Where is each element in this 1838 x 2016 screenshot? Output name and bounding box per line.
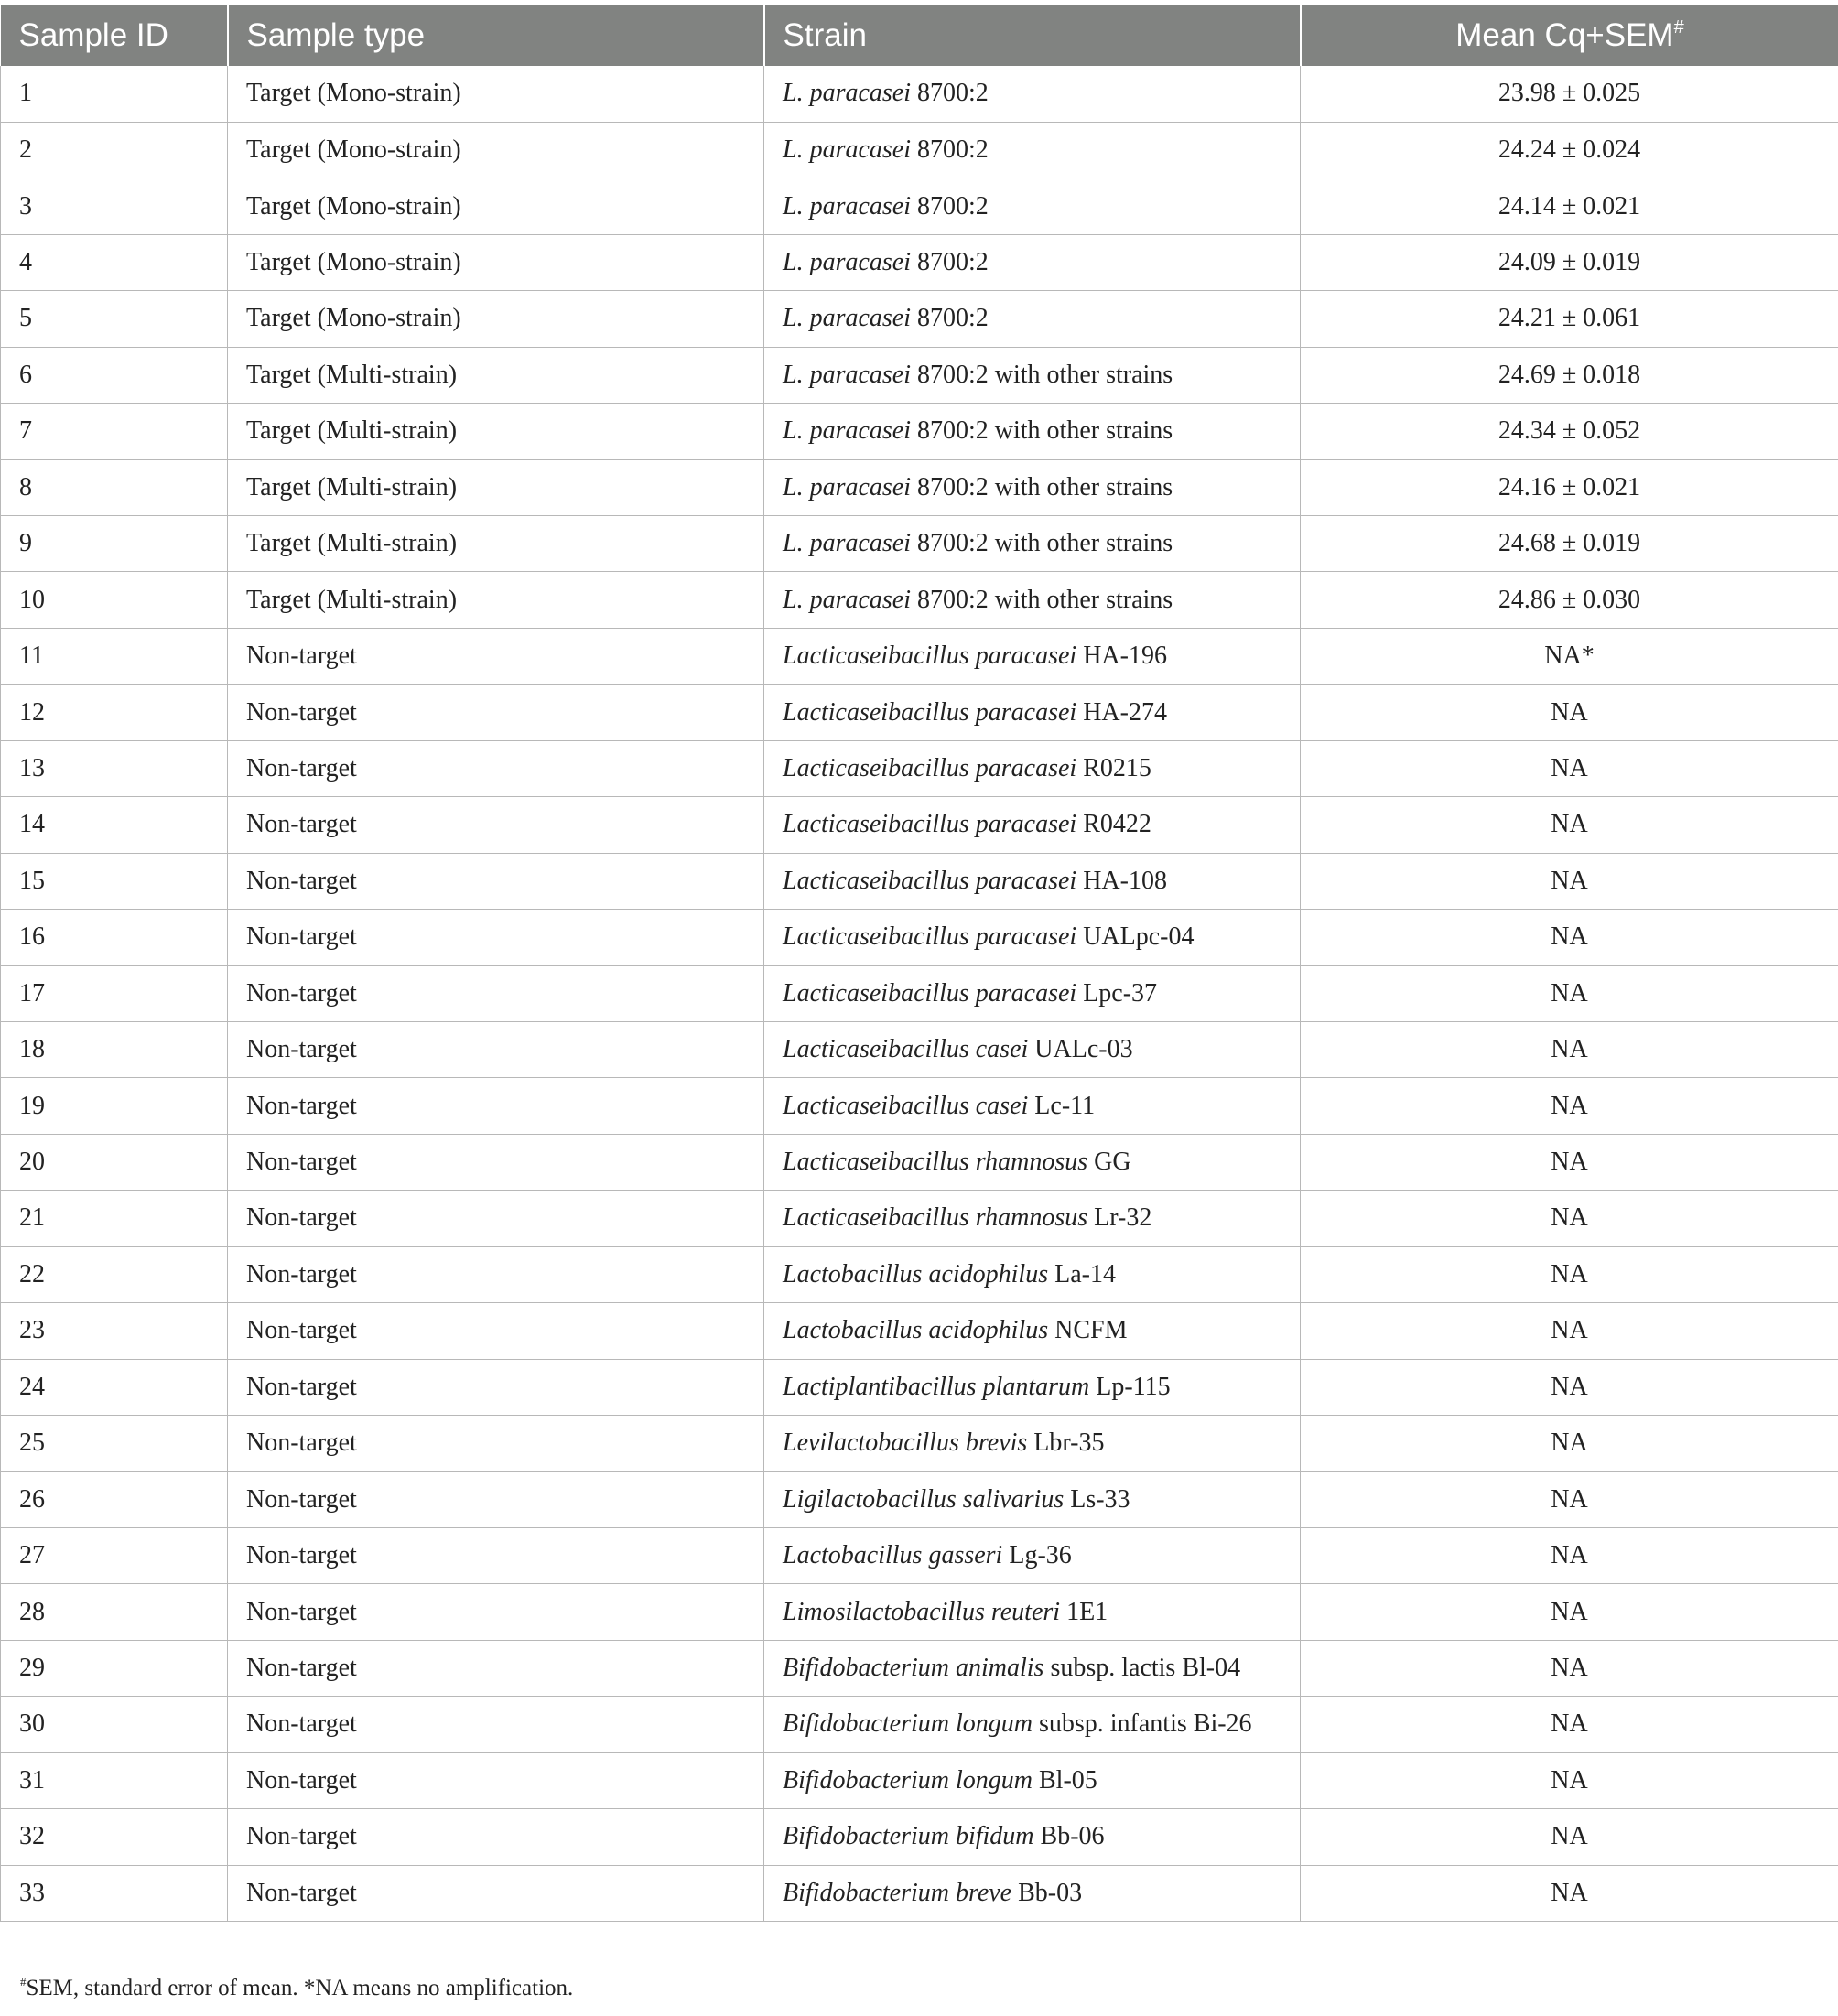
strain-species: Lacticaseibacillus paracasei — [783, 922, 1077, 952]
header-mean-sup: # — [1673, 16, 1684, 38]
strain-designation: Bb-06 — [1033, 1822, 1105, 1851]
cell-sample-type: Target (Mono-strain) — [228, 66, 764, 122]
cell-mean-cq: 24.21 ± 0.061 — [1301, 291, 1838, 347]
cell-sample-id: 2 — [1, 122, 228, 178]
strain-designation: La-14 — [1048, 1259, 1116, 1288]
cell-sample-id: 13 — [1, 740, 228, 796]
cell-mean-cq: 24.69 ± 0.018 — [1301, 347, 1838, 403]
cell-sample-id: 23 — [1, 1303, 228, 1359]
strain-designation: 8700:2 — [911, 79, 989, 108]
cell-sample-type: Non-target — [228, 1021, 764, 1077]
strain-designation: 8700:2 with other strains — [911, 416, 1173, 446]
cell-sample-id: 6 — [1, 347, 228, 403]
table-row — [1, 122, 1838, 178]
cell-mean-cq: 24.24 ± 0.024 — [1301, 122, 1838, 178]
table-row — [1, 797, 1838, 853]
cell-mean-cq: NA — [1301, 1191, 1838, 1246]
cell-mean-cq: NA — [1301, 1078, 1838, 1134]
cell-mean-cq: NA — [1301, 1640, 1838, 1696]
cell-sample-id: 3 — [1, 178, 228, 234]
table-row — [1, 178, 1838, 234]
strain-designation: 8700:2 — [911, 135, 989, 165]
strain-species: L. paracasei — [783, 585, 911, 614]
cell-sample-type: Non-target — [228, 1078, 764, 1134]
cell-sample-type: Non-target — [228, 1359, 764, 1415]
cell-sample-id: 25 — [1, 1416, 228, 1472]
cell-strain — [764, 797, 1301, 853]
cell-mean-cq: NA — [1301, 910, 1838, 965]
strain-species: L. paracasei — [783, 248, 911, 277]
table-row — [1, 1752, 1838, 1808]
table-row — [1, 1697, 1838, 1752]
cell-sample-id: 10 — [1, 572, 228, 628]
strain-species: L. paracasei — [783, 472, 911, 501]
cell-sample-type: Non-target — [228, 1134, 764, 1190]
strain-species: Lacticaseibacillus paracasei — [783, 810, 1077, 839]
strain-species: Lacticaseibacillus rhamnosus — [783, 1203, 1088, 1233]
cell-strain — [764, 1697, 1301, 1752]
cell-sample-type: Non-target — [228, 1527, 764, 1583]
cell-sample-id: 12 — [1, 685, 228, 740]
strain-designation: HA-274 — [1076, 697, 1167, 727]
cell-mean-cq: NA — [1301, 797, 1838, 853]
cell-sample-id: 29 — [1, 1640, 228, 1696]
strain-designation: UALpc-04 — [1076, 922, 1195, 952]
cell-mean-cq: NA — [1301, 1021, 1838, 1077]
table-row — [1, 1472, 1838, 1527]
strain-species: Limosilactobacillus reuteri — [783, 1597, 1061, 1626]
strain-species: L. paracasei — [783, 191, 911, 221]
table-row — [1, 1246, 1838, 1302]
cell-strain — [764, 347, 1301, 403]
table-row — [1, 1640, 1838, 1696]
cell-strain — [764, 1359, 1301, 1415]
strain-designation: 8700:2 — [911, 191, 989, 221]
header-strain: Strain — [764, 5, 1301, 66]
cell-strain — [764, 1416, 1301, 1472]
cell-sample-type: Target (Multi-strain) — [228, 347, 764, 403]
cell-sample-id: 24 — [1, 1359, 228, 1415]
strain-designation: Lpc-37 — [1076, 978, 1158, 1008]
cell-sample-type: Target (Multi-strain) — [228, 572, 764, 628]
cell-strain — [764, 628, 1301, 684]
strain-designation: 1E1 — [1060, 1597, 1108, 1626]
cell-sample-type: Target (Mono-strain) — [228, 291, 764, 347]
cell-sample-type: Non-target — [228, 910, 764, 965]
strain-species: Bifidobacterium animalis — [783, 1653, 1044, 1682]
cell-mean-cq: NA — [1301, 1752, 1838, 1808]
cell-sample-id: 20 — [1, 1134, 228, 1190]
strain-designation: UALc-03 — [1028, 1035, 1133, 1064]
cell-sample-id: 5 — [1, 291, 228, 347]
cell-sample-type: Target (Multi-strain) — [228, 516, 764, 572]
table-row — [1, 1134, 1838, 1190]
strain-designation: R0215 — [1076, 753, 1151, 782]
cell-mean-cq: NA — [1301, 965, 1838, 1021]
table-row — [1, 1021, 1838, 1077]
cell-mean-cq: NA — [1301, 685, 1838, 740]
table-row — [1, 1527, 1838, 1583]
table-row — [1, 291, 1838, 347]
strain-designation: HA-108 — [1076, 866, 1167, 895]
cell-strain — [764, 1752, 1301, 1808]
cell-strain — [764, 459, 1301, 515]
cell-sample-type: Non-target — [228, 853, 764, 909]
cell-strain — [764, 66, 1301, 122]
table-body — [1, 66, 1838, 1921]
cell-mean-cq: NA — [1301, 1697, 1838, 1752]
strain-species: L. paracasei — [783, 360, 911, 389]
cell-sample-id: 32 — [1, 1809, 228, 1865]
cell-sample-type: Non-target — [228, 1246, 764, 1302]
cell-sample-id: 1 — [1, 66, 228, 122]
cell-sample-type: Non-target — [228, 965, 764, 1021]
cell-strain — [764, 572, 1301, 628]
strain-species: Lacticaseibacillus paracasei — [783, 697, 1077, 727]
strain-designation: 8700:2 with other strains — [911, 360, 1173, 389]
strain-species: Lacticaseibacillus casei — [783, 1091, 1029, 1120]
strain-designation: 8700:2 — [911, 248, 989, 277]
cell-sample-id: 4 — [1, 234, 228, 290]
table-row — [1, 1865, 1838, 1921]
strain-species: L. paracasei — [783, 529, 911, 558]
cell-sample-type: Target (Mono-strain) — [228, 178, 764, 234]
cell-strain — [764, 1527, 1301, 1583]
cell-mean-cq: NA — [1301, 1472, 1838, 1527]
cell-strain — [764, 1472, 1301, 1527]
strain-species: Lactiplantibacillus plantarum — [783, 1372, 1090, 1401]
table-row — [1, 740, 1838, 796]
cell-mean-cq: 24.68 ± 0.019 — [1301, 516, 1838, 572]
cell-strain — [764, 291, 1301, 347]
strain-designation: Lbr-35 — [1027, 1428, 1105, 1458]
cell-sample-type: Target (Mono-strain) — [228, 122, 764, 178]
cell-sample-type: Non-target — [228, 740, 764, 796]
cell-sample-type: Non-target — [228, 797, 764, 853]
cell-sample-type: Non-target — [228, 1303, 764, 1359]
cell-sample-type: Non-target — [228, 1416, 764, 1472]
table-row — [1, 1359, 1838, 1415]
cell-mean-cq: NA* — [1301, 628, 1838, 684]
strain-species: L. paracasei — [783, 135, 911, 165]
cell-sample-id: 14 — [1, 797, 228, 853]
cell-mean-cq: NA — [1301, 1527, 1838, 1583]
cell-sample-id: 18 — [1, 1021, 228, 1077]
cell-sample-id: 8 — [1, 459, 228, 515]
strain-designation: R0422 — [1076, 810, 1151, 839]
strain-species: Lactobacillus acidophilus — [783, 1316, 1049, 1345]
strain-species: L. paracasei — [783, 304, 911, 333]
cell-mean-cq: NA — [1301, 1246, 1838, 1302]
table-row — [1, 685, 1838, 740]
cell-sample-type: Non-target — [228, 1191, 764, 1246]
table-row — [1, 1416, 1838, 1472]
footnote-sup: # — [20, 1975, 27, 1989]
table-row — [1, 459, 1838, 515]
strain-designation: 8700:2 — [911, 304, 989, 333]
table-row — [1, 853, 1838, 909]
cell-mean-cq: NA — [1301, 1865, 1838, 1921]
strain-species: Lacticaseibacillus paracasei — [783, 753, 1077, 782]
strain-species: L. paracasei — [783, 416, 911, 446]
cell-mean-cq: NA — [1301, 1134, 1838, 1190]
cell-strain — [764, 122, 1301, 178]
header-sample-type: Sample type — [228, 5, 764, 66]
cell-mean-cq: 24.09 ± 0.019 — [1301, 234, 1838, 290]
table-row — [1, 1303, 1838, 1359]
cell-strain — [764, 853, 1301, 909]
table-row — [1, 628, 1838, 684]
cell-strain — [764, 1078, 1301, 1134]
table-row — [1, 572, 1838, 628]
strain-species: Lacticaseibacillus paracasei — [783, 866, 1077, 895]
strain-species: Lacticaseibacillus paracasei — [783, 978, 1077, 1008]
header-mean-cq-sem — [1301, 5, 1838, 66]
table-row — [1, 1191, 1838, 1246]
cell-strain — [764, 516, 1301, 572]
cell-mean-cq: NA — [1301, 1359, 1838, 1415]
cell-sample-type: Non-target — [228, 1472, 764, 1527]
cell-strain — [764, 1865, 1301, 1921]
cell-sample-type: Non-target — [228, 1584, 764, 1640]
cell-strain — [764, 1191, 1301, 1246]
cell-sample-type: Target (Mono-strain) — [228, 234, 764, 290]
table-row — [1, 66, 1838, 122]
strain-designation: GG — [1087, 1148, 1131, 1177]
strain-species: Lactobacillus gasseri — [783, 1541, 1003, 1570]
cell-sample-id: 7 — [1, 404, 228, 459]
strain-species: Lactobacillus acidophilus — [783, 1259, 1049, 1288]
strain-designation: Bl-05 — [1032, 1765, 1097, 1795]
strain-species: Bifidobacterium bifidum — [783, 1822, 1034, 1851]
strain-species: L. paracasei — [783, 79, 911, 108]
cell-sample-type: Non-target — [228, 1809, 764, 1865]
cell-strain — [764, 740, 1301, 796]
cell-sample-id: 19 — [1, 1078, 228, 1134]
strain-designation: subsp. lactis Bl-04 — [1043, 1653, 1241, 1682]
cell-mean-cq: 24.86 ± 0.030 — [1301, 572, 1838, 628]
cell-sample-type: Non-target — [228, 1640, 764, 1696]
strain-designation: 8700:2 with other strains — [911, 585, 1173, 614]
cell-mean-cq: NA — [1301, 853, 1838, 909]
strain-designation: Lc-11 — [1028, 1091, 1096, 1120]
cell-strain — [764, 178, 1301, 234]
strain-designation: subsp. infantis Bi-26 — [1032, 1709, 1252, 1739]
table-row — [1, 1809, 1838, 1865]
strain-designation: Lr-32 — [1087, 1203, 1152, 1233]
cell-strain — [764, 404, 1301, 459]
cell-strain — [764, 1809, 1301, 1865]
header-sample-id: Sample ID — [1, 5, 228, 66]
table-row — [1, 404, 1838, 459]
strain-species: Bifidobacterium longum — [783, 1765, 1033, 1795]
cell-sample-id: 22 — [1, 1246, 228, 1302]
strain-species: Bifidobacterium breve — [783, 1878, 1012, 1907]
header-row — [1, 5, 1838, 66]
cell-strain — [764, 1640, 1301, 1696]
cell-mean-cq: 24.16 ± 0.021 — [1301, 459, 1838, 515]
cell-strain — [764, 910, 1301, 965]
cell-sample-id: 30 — [1, 1697, 228, 1752]
cell-mean-cq: NA — [1301, 740, 1838, 796]
strain-species: Bifidobacterium longum — [783, 1709, 1033, 1739]
strain-designation: 8700:2 with other strains — [911, 472, 1173, 501]
cell-strain — [764, 1584, 1301, 1640]
strain-species: Lacticaseibacillus casei — [783, 1035, 1029, 1064]
cell-strain — [764, 1303, 1301, 1359]
cell-sample-type: Target (Multi-strain) — [228, 404, 764, 459]
table-row — [1, 965, 1838, 1021]
cell-sample-id: 11 — [1, 628, 228, 684]
strain-designation: Lg-36 — [1002, 1541, 1072, 1570]
cell-mean-cq: 24.34 ± 0.052 — [1301, 404, 1838, 459]
cell-sample-id: 31 — [1, 1752, 228, 1808]
cell-strain — [764, 965, 1301, 1021]
cell-sample-id: 9 — [1, 516, 228, 572]
strain-designation: 8700:2 with other strains — [911, 529, 1173, 558]
cell-sample-id: 28 — [1, 1584, 228, 1640]
strain-species: Ligilactobacillus salivarius — [783, 1484, 1065, 1514]
strain-designation: Bb-03 — [1011, 1878, 1083, 1907]
table-row — [1, 1584, 1838, 1640]
cell-sample-type: Target (Multi-strain) — [228, 459, 764, 515]
cell-sample-type: Non-target — [228, 685, 764, 740]
table-row — [1, 234, 1838, 290]
strain-designation: Ls-33 — [1064, 1484, 1130, 1514]
strain-designation: HA-196 — [1076, 641, 1167, 671]
cell-strain — [764, 1246, 1301, 1302]
cell-sample-type: Non-target — [228, 628, 764, 684]
cell-strain — [764, 1134, 1301, 1190]
strain-species: Lacticaseibacillus rhamnosus — [783, 1148, 1088, 1177]
table-row — [1, 1078, 1838, 1134]
cell-strain — [764, 685, 1301, 740]
cell-sample-id: 26 — [1, 1472, 228, 1527]
table-footnote — [20, 1975, 573, 2001]
table-row — [1, 910, 1838, 965]
cell-sample-id: 21 — [1, 1191, 228, 1246]
cell-mean-cq: NA — [1301, 1584, 1838, 1640]
cell-sample-type: Non-target — [228, 1752, 764, 1808]
cell-strain — [764, 1021, 1301, 1077]
footnote-text: SEM, standard error of mean. *NA means no amplification. — [26, 1976, 574, 2000]
strain-designation: NCFM — [1048, 1316, 1128, 1345]
table-row — [1, 516, 1838, 572]
cell-sample-id: 27 — [1, 1527, 228, 1583]
cell-mean-cq: NA — [1301, 1416, 1838, 1472]
cell-sample-id: 33 — [1, 1865, 228, 1921]
cell-sample-type: Non-target — [228, 1697, 764, 1752]
strain-designation: Lp-115 — [1089, 1372, 1171, 1401]
table-row — [1, 347, 1838, 403]
cell-mean-cq: 23.98 ± 0.025 — [1301, 66, 1838, 122]
cell-mean-cq: NA — [1301, 1303, 1838, 1359]
cell-sample-id: 17 — [1, 965, 228, 1021]
strain-species: Levilactobacillus brevis — [783, 1428, 1028, 1458]
cell-sample-id: 15 — [1, 853, 228, 909]
cell-mean-cq: 24.14 ± 0.021 — [1301, 178, 1838, 234]
cell-mean-cq: NA — [1301, 1809, 1838, 1865]
strain-species: Lacticaseibacillus paracasei — [783, 641, 1077, 671]
cell-strain — [764, 234, 1301, 290]
cell-sample-type: Non-target — [228, 1865, 764, 1921]
header-mean-label: Mean Cq+SEM — [1455, 16, 1674, 53]
cell-sample-id: 16 — [1, 910, 228, 965]
results-table — [0, 5, 1838, 1922]
